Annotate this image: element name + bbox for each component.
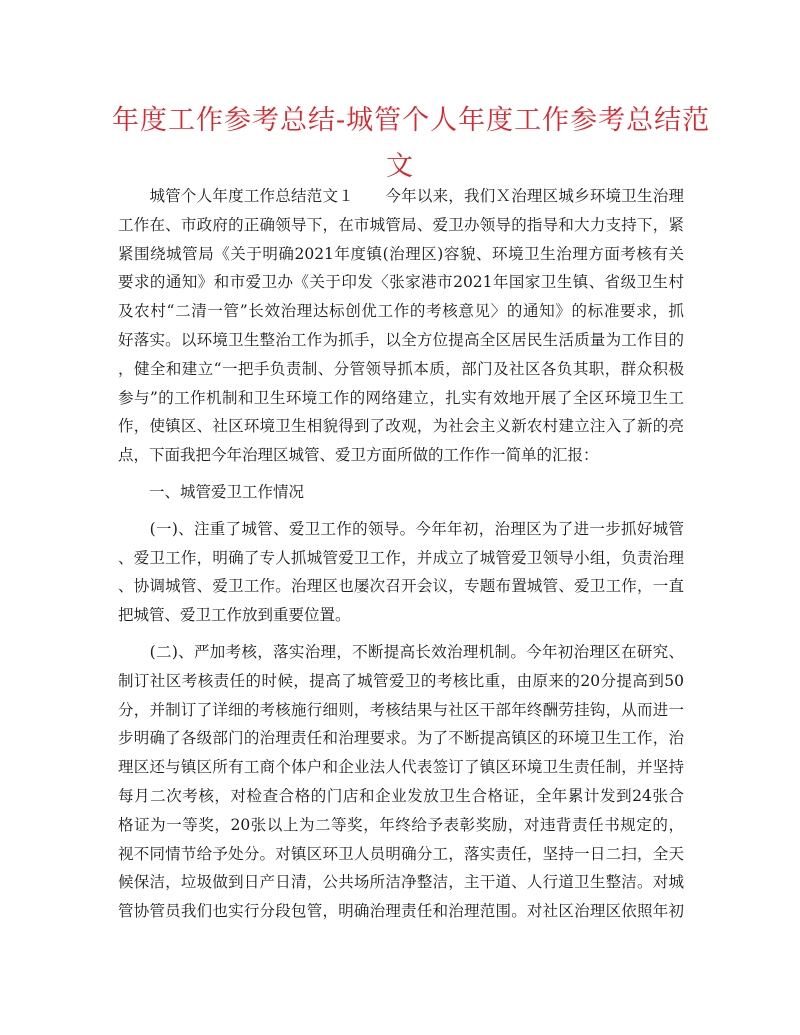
paragraph-section-1: [118, 515, 684, 630]
text-line: 作，使镇区、社区环境卫生相貌得到了改观，为社会主义新农村建立注入了新的亮: [118, 417, 684, 436]
text-line: 工作在、市政府的正确领导下，在市城管局、爱卫办领导的指导和大力支持下，紧: [118, 215, 684, 234]
text-line: 格证为一等奖，20张以上为二等奖，年终给予表彰奖励，对违背责任书规定的，: [118, 815, 684, 834]
text-line: 每月二次考核，对检查合格的门店和企业发放卫生合格证，全年累计发到24张合: [118, 786, 684, 805]
paragraph-spacer: [118, 630, 684, 638]
text-line: 参与”的工作机制和卫生环境工作的网络建立，扎实有效地开展了全区环境卫生工: [118, 388, 684, 407]
paragraph-section-2: [118, 638, 684, 926]
text-line: 、协调城管、爱卫工作。治理区也屡次召开会议，专题布置城管、爱卫工作，一直: [118, 577, 684, 596]
paragraph-spacer: [118, 470, 684, 478]
text-line: 及农村“二清一管”长效治理达标创优工作的考核意见〉的通知》的标准要求，抓: [118, 302, 684, 321]
title-line: 年度工作参考总结-城管个人年度工作参考总结范: [112, 105, 711, 136]
text-line: 步明确了各级部门的治理责任和治理要求。为了不断提高镇区的环境卫生工作，治: [118, 729, 684, 748]
text-line: 好落实。以环境卫生整治工作为抓手，以全方位提高全区居民生活质量为工作目的: [118, 330, 684, 349]
document-title: [112, 98, 711, 190]
text-line: 把城管、爱卫工作放到重要位置。: [118, 606, 351, 625]
section-heading: [118, 478, 684, 507]
text-line: ，健全和建立“一把手负责制、分管领导抓本质，部门及社区各负其职，群众积极: [118, 359, 684, 378]
paragraph-spacer: [118, 507, 684, 515]
text-line: 管协管员我们也实行分段包管，明确治理责任和治理范围。对社区治理区依照年初: [118, 902, 684, 921]
paragraph-intro: [118, 182, 684, 470]
text-line: 理区还与镇区所有工商个体户和企业法人代表签订了镇区环境卫生责任制，并坚持: [118, 758, 684, 777]
text-line: 视不同情节给予处分。对镇区环卫人员明确分工，落实责任，坚持一日二扫，全天: [118, 844, 684, 863]
text-line: 城管个人年度工作总结范文１ 今年以来，我们Ｘ治理区城乡环境卫生治理: [118, 187, 684, 205]
text-line: 要求的通知》和市爱卫办《关于印发〈张家港市2021年国家卫生镇、省级卫生村: [118, 273, 684, 292]
text-line: 制订社区考核责任的时候，提高了城管爱卫的考核比重，由原来的20分提高到50: [118, 671, 684, 690]
text-line: 分，并制订了详细的考核施行细则，考核结果与社区干部年终酬劳挂钩，从而进一: [118, 700, 684, 719]
text-line: 一、城管爱卫工作情况: [118, 482, 305, 501]
text-line: 点，下面我把今年治理区城管、爱卫方面所做的工作作一简单的汇报：: [118, 446, 599, 465]
document-body: [118, 182, 684, 926]
text-line: 候保洁，垃圾做到日产日清，公共场所洁净整洁，主干道、人行道卫生整洁。对城: [118, 873, 684, 892]
text-line: (二)、严加考核，落实治理，不断提高长效治理机制。今年初治理区在研究、: [118, 642, 684, 661]
text-line: 紧围绕城管局《关于明确2021年度镇(治理区)容貌、环境卫生治理方面考核有关: [118, 244, 684, 263]
text-line: (一)、注重了城管、爱卫工作的领导。今年年初，治理区为了进一步抓好城管: [118, 519, 684, 538]
title-line: 文: [386, 151, 414, 182]
text-line: 、爱卫工作，明确了专人抓城管爱卫工作，并成立了城管爱卫领导小组，负责治理: [118, 548, 684, 567]
